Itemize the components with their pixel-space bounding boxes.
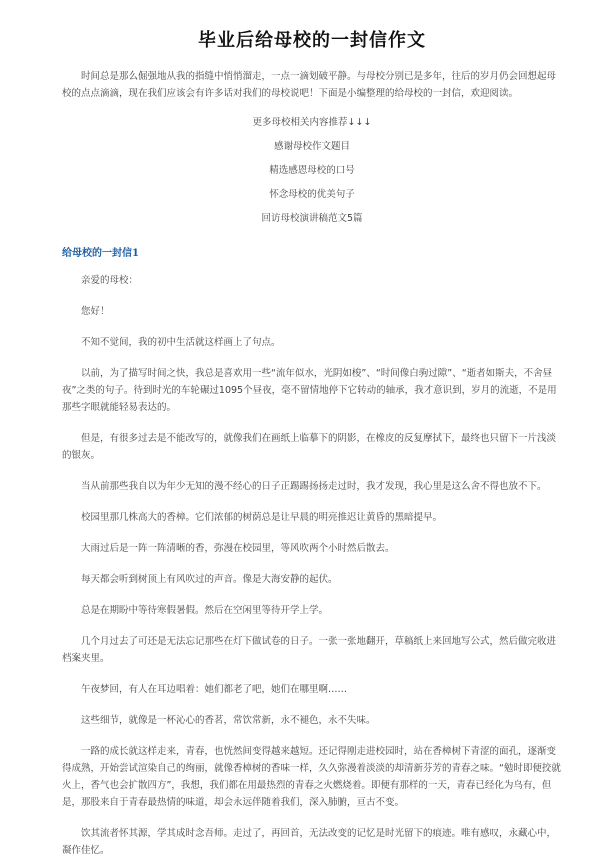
letter-paragraph: 大雨过后是一阵一阵清晰的香，弥漫在校园里，等风吹两个小时然后散去。 — [81, 543, 395, 554]
letter-paragraph: 但是，有很多过去是不能改写的，就像我们在画纸上临摹下的阴影，在橡皮的反复摩拭下，最终也只留下一片浅淡的银灰。 — [62, 433, 557, 461]
section-heading: 给母校的一封信1 — [62, 248, 139, 259]
letter-paragraph: 当从前那些我自以为年少无知的漫不经心的日子正踢踢扬扬走过时，我才发现，我心里是这么舍不得也放不下。 — [81, 481, 547, 492]
related-link[interactable]: 感谢母校作文题目 — [273, 141, 350, 152]
letter-paragraph: 几个月过去了可还是无法忘记那些在灯下做试卷的日子。一张一张地翻开，草稿纸上来回地写公式，然后做完收进档案夹里。 — [62, 636, 557, 664]
letter-paragraph: 不知不觉间，我的初中生活就这样画上了句点。 — [81, 337, 281, 348]
letter-paragraph: 以前，为了描写时间之快，我总是喜欢用一些“流年似水，光阴如梭”、“时间像白驹过隙”、“逝者如斯夫，不舍昼夜”之类的句子。待到时光的车轮碾过1095个昼夜，毫不留情地停下它转动的轴承，我才意识到，岁月的流逝，不是用那些字眼就能轻易表达的。 — [62, 368, 557, 413]
letter-paragraph: 这些细节，就像是一杯沁心的香茗，常饮常新，永不褪色，永不失味。 — [81, 715, 376, 726]
related-links — [62, 116, 562, 236]
letter-greeting: 您好！ — [81, 306, 110, 317]
intro-paragraph: 时间总是那么倔强地从我的指缝中悄悄溜走，一点一滴划破平静。与母校分别已是多年，往后的岁月仍会回想起母校的点点滴滴，现在我们应该会有许多话对我们的母校说吧！下面是小编整理的给母校的一封信，欢迎阅读。 — [62, 71, 557, 99]
letter-paragraph: 总是在期盼中等待寒假暑假。然后在空闲里等待开学上学。 — [81, 605, 329, 616]
letter-salutation: 亲爱的母校： — [81, 275, 139, 286]
letter-paragraph: 每天都会听到树顶上有风吹过的声音。像是大海安静的起伏。 — [81, 574, 338, 585]
related-link[interactable]: 怀念母校的优美句子 — [269, 189, 355, 200]
letter-paragraph: 一路的成长就这样走来，青春，也恍然间变得越来越短。还记得刚走进校园时，站在香樟树下青涩的面孔，逐渐变得成熟，开始尝试渲染自己的绚丽，就像香樟树的香味一样，久久弥漫着淡淡的却清新芬芳的青春之味。“勉时即便挍就火上，香气也会扩散四方”，我想，我们都在用最热烈的青春之火燃烧着。即便有那样的一天，青春已经化为乌有，但是，那股来自于青春最热情的味道，却会永远伴随着我们，深入肺腑，亘古不变。 — [62, 746, 561, 808]
related-link[interactable]: 精选感恩母校的口号 — [269, 165, 355, 176]
letter-body — [62, 272, 562, 859]
letter-paragraph: 饮其流者怀其源，学其成时念吾师。走过了，再回首，无法改变的记忆是时光留下的痕迹。唯有感叹，永藏心中，凝作佳忆。 — [62, 828, 557, 856]
letter-paragraph: 午夜梦回，有人在耳边唱着：她们都老了吧，她们在哪里啊…… — [81, 684, 348, 695]
letter-paragraph: 校园里那几株高大的香樟。它们浓郁的树荫总是让早晨的明亮推迟让黄昏的黑暗提早。 — [81, 512, 443, 523]
page-title: 毕业后给母校的一封信作文 — [198, 30, 426, 51]
related-link[interactable]: 回访母校演讲稿范文5篇 — [261, 213, 363, 224]
more-recommendations: 更多母校相关内容推荐↓↓↓ — [252, 117, 372, 128]
